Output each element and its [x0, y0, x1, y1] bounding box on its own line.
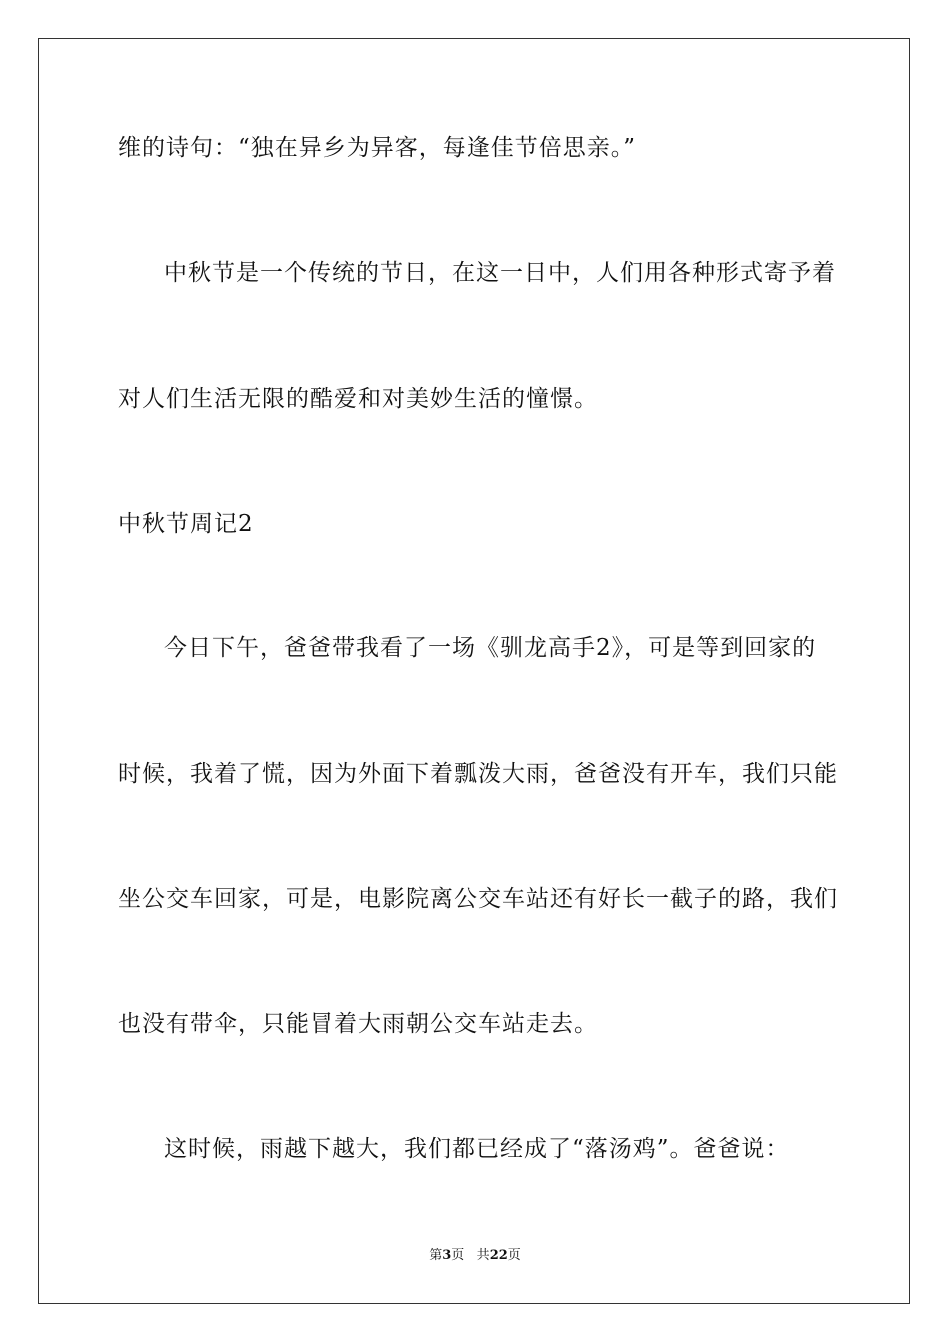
page-number: 3	[442, 1248, 452, 1263]
text-line-7: 坐公交车回家，可是，电影院离公交车站还有好长一截子的路，我们	[118, 886, 838, 912]
text-line-8: 也没有带伞，只能冒着大雨朝公交车站走去。	[118, 1011, 598, 1037]
paragraph-first-line: 今日下午，爸爸带我看了一场《驯龙高手2》，可是等到回家的	[164, 635, 817, 661]
page-footer	[0, 1247, 950, 1265]
page-border	[38, 38, 910, 1304]
text-line-3: 对人们生活无限的酷爱和对美妙生活的憧憬。	[118, 386, 598, 412]
section-heading: 中秋节周记2	[118, 511, 254, 537]
paragraph-first-line: 中秋节是一个传统的节日，在这一日中，人们用各种形式寄予着	[164, 260, 836, 286]
total-pages: 22	[489, 1248, 508, 1263]
text-line-1: 维的诗句：“独在异乡为异客，每逢佳节倍思亲。”	[118, 135, 637, 161]
total-suffix: 页	[507, 1248, 521, 1263]
page-suffix: 页	[451, 1248, 465, 1263]
page-prefix: 第	[429, 1248, 443, 1263]
total-prefix: 共	[476, 1248, 490, 1263]
text-line-6: 时候，我着了慌，因为外面下着瓢泼大雨，爸爸没有开车，我们只能	[118, 761, 838, 787]
paragraph-first-line: 这时候，雨越下越大，我们都已经成了“落汤鸡”。爸爸说：	[164, 1136, 790, 1162]
